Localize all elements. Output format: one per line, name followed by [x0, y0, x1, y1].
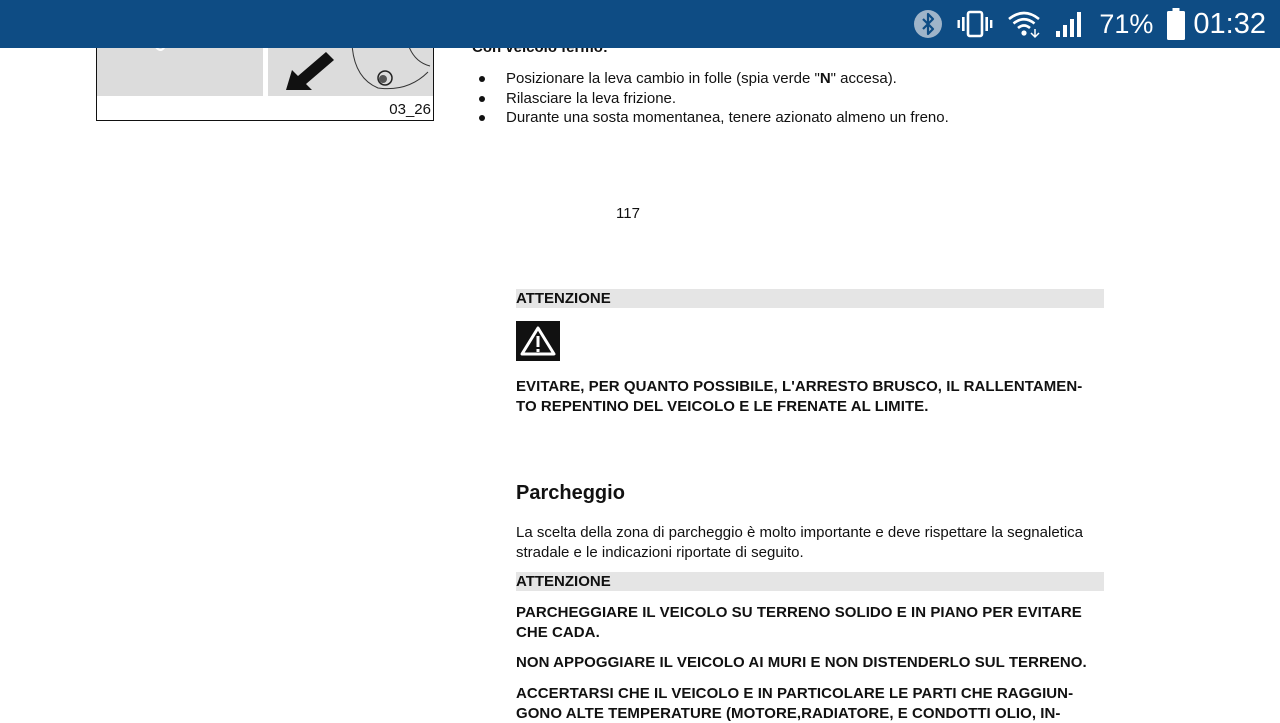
- status-icons: [913, 0, 1266, 48]
- warning-text: ACCERTARSI CHE IL VEICOLO E IN PARTICOLARE LE PARTI CHE RAGGIUN- GONO ALTE TEMPERATURE (MOTORE,RADIATORE, E CONDOTTI OLIO, IN-: [516, 685, 1074, 722]
- signal-icon: [1055, 9, 1085, 39]
- section-paragraph: La scelta della zona di parcheggio è molto importante e deve rispettare la segnaletica stradale e le indicazioni riportate di seguito.: [516, 524, 1084, 561]
- battery-percent: 71%: [1099, 9, 1154, 39]
- status-bar: [0, 0, 1280, 48]
- attention-label: ATTENZIONE: [516, 572, 1104, 591]
- section-title: Parcheggio: [516, 482, 625, 504]
- list-item: Rilasciare la leva frizione.: [476, 89, 949, 109]
- arrow-icon: [286, 52, 334, 90]
- warning-text: PARCHEGGIARE IL VEICOLO SU TERRENO SOLIDO E IN PIANO PER EVITARE CHE CADA.: [516, 604, 1082, 641]
- warning-triangle-icon: [516, 321, 560, 361]
- warning-text: NON APPOGGIARE IL VEICOLO AI MURI E NON DISTENDERLO SUL TERRENO.: [516, 654, 1087, 671]
- clock-time: 01:32: [1193, 8, 1266, 40]
- wifi-icon: [1007, 9, 1041, 39]
- document-page: [0, 48, 1280, 720]
- list-item: Durante una sosta momentanea, tenere azionato almeno un freno.: [476, 108, 949, 128]
- bluetooth-icon: [913, 9, 943, 39]
- figure-caption: 03_26: [389, 101, 431, 118]
- page-number: 117: [616, 205, 640, 222]
- list-item: Posizionare la leva cambio in folle (spia verde "N" accesa).: [476, 69, 949, 89]
- figure-illustration: [96, 48, 434, 121]
- instruction-list: [476, 69, 949, 128]
- vibrate-icon: [957, 9, 993, 39]
- warning-text: EVITARE, PER QUANTO POSSIBILE, L'ARRESTO BRUSCO, IL RALLENTAMEN- TO REPENTINO DEL VEICOLO E LE FRENATE AL LIMITE.: [516, 378, 1083, 415]
- attention-label: ATTENZIONE: [516, 289, 1104, 308]
- figure-panel-left: [97, 48, 263, 96]
- figure-panel-right: [268, 48, 433, 96]
- battery-icon: [1167, 8, 1185, 40]
